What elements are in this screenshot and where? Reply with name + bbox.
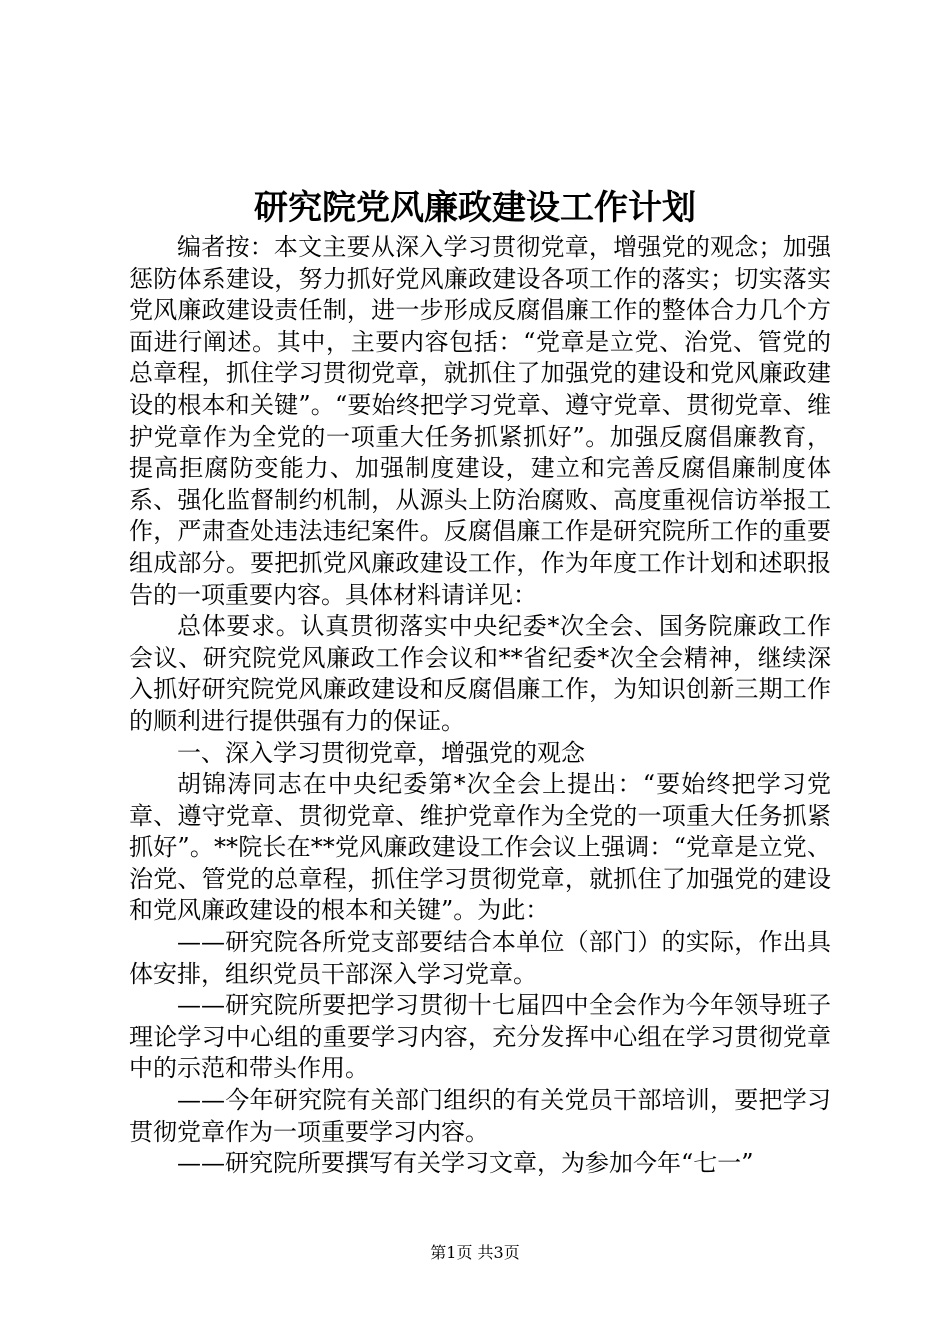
paragraph-quote: 胡锦涛同志在中央纪委第*次全会上提出：“要始终把学习党章、遵守党章、贯彻党章、维护党章作为全党的一项重大任务抓紧抓好”。**院长在**党风廉政建设工作会议上强调：“党章是立党、治党、管党的总章程，抓住学习贯彻党章，就抓住了加强党的建设和党风廉政建设的根本和关键”。为此： — [129, 770, 831, 925]
list-item-4: ——研究院所要撰写有关学习文章，为参加今年“七一” — [177, 1149, 754, 1178]
page-number-footer: 第1页 共3页 — [430, 1243, 520, 1262]
list-item-1: ——研究院各所党支部要结合本单位（部门）的实际，作出具体安排，组织党员干部深入学习党章。 — [129, 928, 831, 988]
document-title: 研究院党风廉政建设工作计划 — [254, 188, 696, 228]
document-body — [129, 232, 831, 1180]
section-heading-1: 一、深入学习贯彻党章，增强党的观念 — [177, 738, 585, 767]
paragraph-general-requirements: 总体要求。认真贯彻落实中央纪委*次全会、国务院廉政工作会议、研究院党风廉政工作会议和**省纪委*次全会精神，继续深入抓好研究院党风廉政建设和反腐倡廉工作，为知识创新三期工作的顺利进行提供强有力的保证。 — [129, 612, 831, 735]
list-item-3: ——今年研究院有关部门组织的有关党员干部培训，要把学习贯彻党章作为一项重要学习内容。 — [129, 1086, 831, 1146]
paragraph-editor-note: 编者按：本文主要从深入学习贯彻党章，增强党的观念；加强惩防体系建设，努力抓好党风廉政建设各项工作的落实；切实落实党风廉政建设责任制，进一步形成反腐倡廉工作的整体合力几个方面进行阐述。其中，主要内容包括：“党章是立党、治党、管党的总章程，抓住学习贯彻党章，就抓住了加强党的建设和党风廉政建设的根本和关键”。“要始终把学习党章、遵守党章、贯彻党章、维护党章作为全党的一项重大任务抓紧抓好”。加强反腐倡廉教育，提高拒腐防变能力、加强制度建设，建立和完善反腐倡廉制度体系、强化监督制约机制，从源头上防治腐败、高度重视信访举报工作，严肃查处违法违纪案件。反腐倡廉工作是研究院所工作的重要组成部分。要把抓党风廉政建设工作，作为年度工作计划和述职报告的一项重要内容。具体材料请详见： — [129, 233, 831, 609]
list-item-2: ——研究院所要把学习贯彻十七届四中全会作为今年领导班子理论学习中心组的重要学习内容，充分发挥中心组在学习贯彻党章中的示范和带头作用。 — [129, 991, 831, 1083]
